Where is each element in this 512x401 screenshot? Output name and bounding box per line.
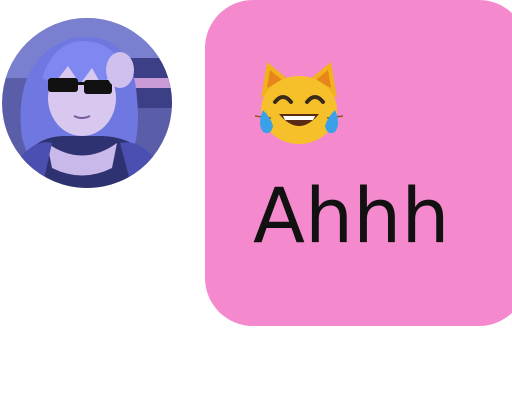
avatar[interactable] [2,18,172,188]
message-bubble[interactable] [205,0,512,326]
message-text: Ahhh [253,171,450,260]
cat-with-tears-of-joy-icon [253,58,345,148]
avatar-image [2,18,172,188]
